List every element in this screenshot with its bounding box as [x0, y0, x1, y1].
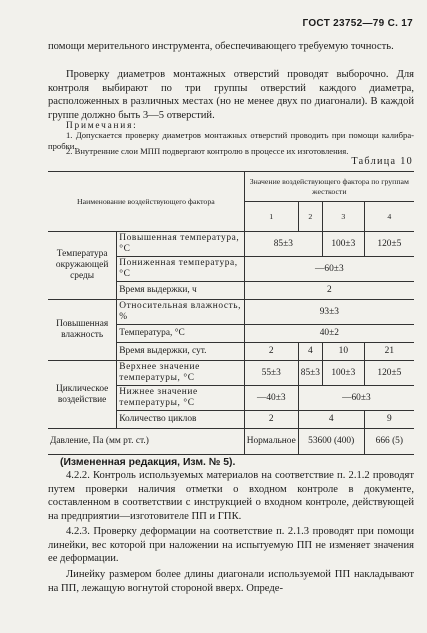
- val-temp-high-4: 120±5: [364, 232, 414, 257]
- val-upper-1: 55±3: [244, 361, 298, 386]
- val-lower-2-4: —60±3: [298, 386, 414, 411]
- edition-note: (Измененная редакция, Изм. № 5).: [60, 457, 236, 468]
- val-temp: 40±2: [244, 325, 414, 343]
- note-1: 1. Допускается проверку диаметров монтажных отверстий проводить при помощи калибра-пробки.: [48, 130, 414, 151]
- page-header: ГОСТ 23752—79 С. 17: [302, 18, 413, 29]
- val-temp-high-1-2: 85±3: [244, 232, 322, 257]
- val-upper-2: 85±3: [298, 361, 322, 386]
- val-temp-low: —60±3: [244, 257, 414, 282]
- val-rh: 93±3: [244, 300, 414, 325]
- row-temp: Температура, °С: [117, 325, 244, 343]
- val-hold: 2: [244, 282, 414, 300]
- paragraph-diameters: Проверку диаметров монтажных отверстий проводят выборочно. Для контроля выбирают по три группы отверстий каждого диаметра, расположенных в различных местах (но не менее двух по диагонали). В каждой группе должно быть 3—5 отверстий.: [48, 69, 414, 121]
- row-cycles: Количество циклов: [117, 411, 244, 429]
- header-factor: Наименование воздействующего фактора: [48, 172, 244, 232]
- test-conditions-table: [48, 171, 414, 455]
- val-hold-days-1: 2: [244, 343, 298, 361]
- paragraph-precision: помощи мерительного инструмента, обеспечивающего требуемую точность.: [48, 41, 394, 52]
- note-2: 2. Внутренние слои МПП подвергают контролю в процессе их изготовления.: [66, 146, 349, 156]
- row-lower: Нижнее значение температуры, °С: [117, 386, 244, 411]
- row-hold-days: Время выдержки, сут.: [117, 343, 244, 361]
- val-hold-days-2: 4: [298, 343, 322, 361]
- val-upper-4: 120±5: [364, 361, 414, 386]
- group-1: 1: [244, 202, 298, 232]
- group-4: 4: [364, 202, 414, 232]
- val-cycles-4: 9: [364, 411, 414, 429]
- row-temp-low: Пониженная температура, °С: [117, 257, 244, 282]
- val-upper-3: 100±3: [322, 361, 364, 386]
- table-title: Таблица 10: [351, 156, 413, 167]
- factor-humidity: Повышенная влажность: [48, 300, 117, 361]
- paragraph-ruler: Линейку размером более длины диагонали используемой ПП накладывают на ПП, лежащую вогнутой стороной вверх. Опреде-: [48, 569, 414, 594]
- val-hold-days-3: 10: [322, 343, 364, 361]
- factor-temp-env: Температура окружающей среды: [48, 232, 117, 300]
- group-3: 3: [322, 202, 364, 232]
- paragraph-4-2-2: 4.2.2. Контроль используемых материалов на соответствие п. 2.1.2 проводят путем проверки наличия отметки о входном контроле в документе, составленном в соответствии с инструкцией о входном контроле, действующей на предприятии—изготовителе ПП и ГПК.: [48, 470, 414, 522]
- row-rh: Относительная влажность, %: [117, 300, 244, 325]
- val-pressure-1: Нормальное: [244, 429, 298, 455]
- header-values: Значение воздействующего фактора по группам жесткости: [244, 172, 414, 202]
- val-temp-high-3: 100±3: [322, 232, 364, 257]
- val-cycles-2-3: 4: [298, 411, 364, 429]
- val-lower-1: —40±3: [244, 386, 298, 411]
- notes-title: Примечания:: [66, 121, 138, 131]
- row-hold: Время выдержки, ч: [117, 282, 244, 300]
- factor-cyclic: Циклическое воздействие: [48, 361, 117, 429]
- row-upper: Верхнее значение температуры, °С: [117, 361, 244, 386]
- group-2: 2: [298, 202, 322, 232]
- val-cycles-1: 2: [244, 411, 298, 429]
- row-pressure: Давление, Па (мм рт. ст.): [48, 429, 244, 455]
- row-temp-high: Повышенная температура, °С: [117, 232, 244, 257]
- val-pressure-4: 666 (5): [364, 429, 414, 455]
- paragraph-4-2-3: 4.2.3. Проверку деформации на соответствие п. 2.1.3 проводят при помощи линейки, вес которой при наложении на испытуемую ПП не изменяет значения ее деформации.: [48, 526, 414, 565]
- val-pressure-2-3: 53600 (400): [298, 429, 364, 455]
- val-hold-days-4: 21: [364, 343, 414, 361]
